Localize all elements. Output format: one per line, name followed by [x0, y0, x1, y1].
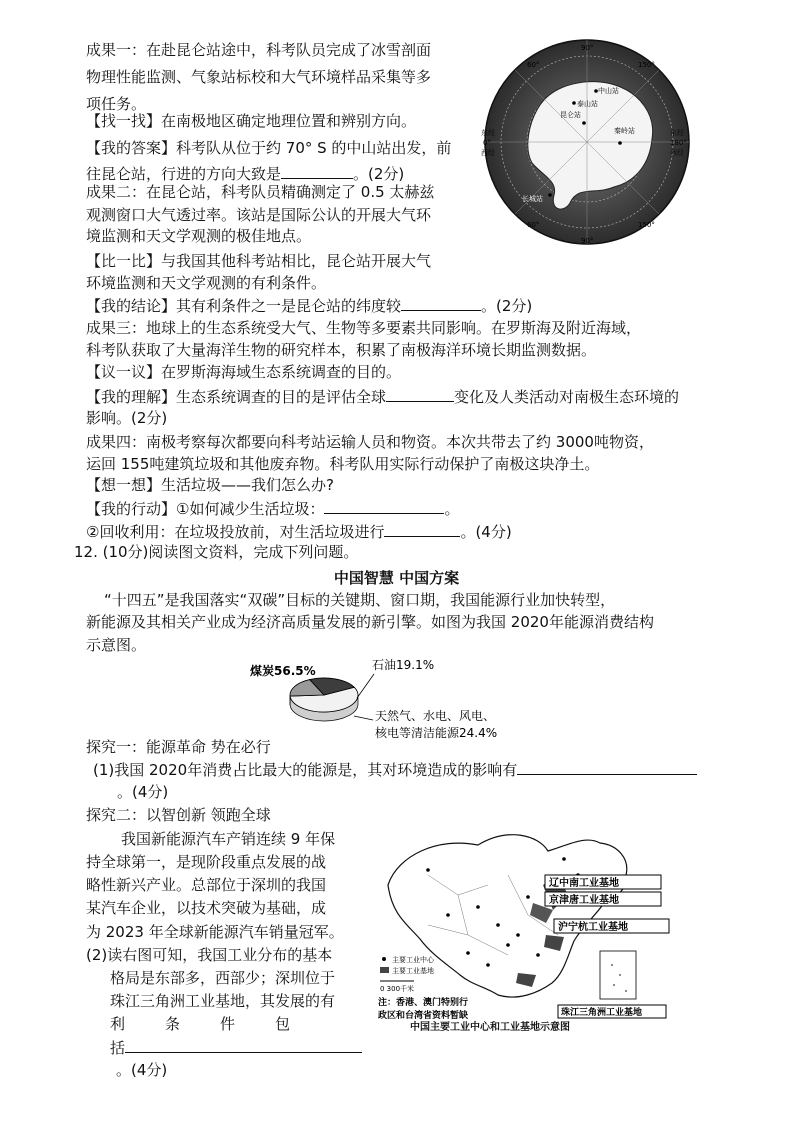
legend-center: 主要工业中心	[392, 956, 434, 964]
answer1-line1: 【我的答案】科考队从位于约 70° S 的中山站出发，前	[86, 139, 452, 157]
base-liaozhongnan: 辽中南工业基地	[549, 878, 619, 889]
pie-label-clean-line2: 核电等清洁能源24.4%	[375, 726, 498, 740]
result4-line1: 成果四：南极考察每次都要向科考站运输人员和物资。本次共带去了约 3000吨物资，	[86, 433, 654, 451]
station-kunlun: 昆仑站	[560, 111, 581, 119]
map2-note-line2: 政区和台湾省资料暂缺	[378, 1011, 469, 1021]
conclusion-blank[interactable]	[401, 294, 481, 311]
para2-line4: 某汽车企业，以技术突破为基础，成	[86, 899, 327, 917]
result1-line3: 项任务。	[86, 95, 147, 113]
map1-deg-bottom-right: 150°	[638, 221, 655, 229]
station-qinling: 秦岭站	[614, 127, 635, 135]
action-blank2[interactable]	[384, 520, 460, 537]
station-taishan: 泰山站	[577, 100, 598, 108]
para2-line5: 为 2023 年全球新能源汽车销量冠军。	[86, 923, 344, 941]
pie-label-coal: 煤炭56.5%	[250, 664, 316, 678]
result3-line1: 成果三：地球上的生态系统受大气、生物等多要素共同影响。在罗斯海及附近海域，	[86, 319, 642, 337]
map1-deg-bottom-left: 60°	[527, 221, 540, 229]
base-pearl-river-delta: 珠江三角洲工业基地	[561, 1008, 643, 1018]
sub2-line6: 。(4分)	[116, 1061, 168, 1079]
map1-label-west2: 西经	[670, 149, 684, 157]
antarctica-map	[480, 35, 695, 250]
sub2-line1: (2)读右图可知，我国工业分布的基本	[86, 946, 333, 964]
q12-header: 12. (10分)阅读图文资料，完成下列问题。	[74, 543, 359, 561]
station-zhongshan: 中山站	[598, 87, 619, 95]
map1-label-180: 180°	[670, 139, 687, 147]
map1-deg-top-left: 60°	[527, 61, 540, 69]
result4-line2: 运回 155吨建筑垃圾和其他废弃物。科考队用实际行动保护了南极这块净土。	[86, 455, 600, 473]
understanding-blank[interactable]	[386, 385, 454, 402]
base-jingjintang: 京津唐工业基地	[549, 895, 619, 906]
map2-caption: 中国主要工业中心和工业基地示意图	[410, 1022, 570, 1033]
map1-label-east: 东经	[481, 129, 495, 137]
think-question: 【想一想】生活垃圾——我们怎么办?	[86, 476, 334, 494]
q12-intro-line2: 新能源及其相关产业成为经济高质量发展的新引擎。如图为我国 2020年能源消费结构	[86, 613, 654, 631]
find-question: 【找一找】在南极地区确定地理位置和辨别方向。	[86, 112, 417, 130]
base-huningang: 沪宁杭工业基地	[558, 922, 628, 933]
result2-line3: 境监测和天文学观测的极佳地点。	[86, 227, 312, 245]
map1-deg-bottom: 90°	[581, 237, 594, 245]
sub2-line4: 利条件包	[110, 1015, 331, 1033]
q12-intro-line1: “十四五”是我国落实“双碳”目标的关键期、窗口期，我国能源行业加快转型，	[104, 591, 616, 609]
sub2-line5: 括	[110, 1036, 362, 1059]
compare-question-line2: 环境监测和天文学观测的有利条件。	[86, 274, 327, 292]
station-changcheng: 长城站	[522, 195, 543, 203]
sub2-blank[interactable]	[125, 1036, 362, 1053]
china-industry-map	[368, 815, 675, 1035]
inquiry2: 探究二：以智创新 领跑全球	[86, 806, 271, 824]
map1-label-west: 西经	[481, 149, 495, 157]
action-line2: ②回收利用：在垃圾投放前，对生活垃圾进行 。(4分)	[86, 520, 512, 543]
inquiry1: 探究一：能源革命 势在必行	[86, 738, 271, 756]
understanding-line1: 【我的理解】生态系统调查的目的是评估全球 变化及人类活动对南极生态环境的	[86, 385, 679, 408]
para2-line3: 略性新兴产业。总部位于深圳的我国	[86, 876, 327, 894]
conclusion-line: 【我的结论】其有利条件之一是昆仑站的纬度较 。(2分)	[86, 294, 532, 317]
result2-line1: 成果二：在昆仑站，科考队员精确测定了 0.5 太赫兹	[86, 183, 435, 201]
para2-line1: 我国新能源汽车产销连续 9 年保	[121, 830, 336, 848]
energy-pie-chart	[240, 650, 560, 740]
legend-base: 主要工业基地	[392, 967, 434, 975]
answer1-blank[interactable]	[281, 162, 353, 179]
result1-line1: 成果一：在赴昆仑站途中，科考队员完成了冰雪剖面	[86, 41, 432, 59]
understanding-line2: 影响。(2分)	[86, 409, 168, 427]
map2-scale: 0 300千米	[380, 985, 415, 993]
sub2-line2: 格局是东部多，西部少；深圳位于	[110, 969, 336, 987]
sub1-line1: (1)我国 2020年消费占比最大的能源是，其对环境造成的影响有	[93, 758, 697, 781]
result3-line2: 科考队获取了大量海洋生物的研究样本，积累了南极海洋环境长期监测数据。	[86, 341, 597, 359]
map1-label-zero: 0°	[483, 139, 491, 147]
answer1-line2: 往昆仑站，行进的方向大致是 。(2分)	[86, 162, 404, 185]
result2-line2: 观测窗口大气透过率。该站是国际公认的开展大气环	[86, 206, 432, 224]
q12-intro-line3: 示意图。	[86, 636, 147, 654]
sub2-line3: 珠江三角洲工业基地，其发展的有	[110, 992, 336, 1010]
action-blank1[interactable]	[324, 497, 444, 514]
pie-label-clean-line1: 天然气、水电、风电、	[375, 709, 496, 723]
discuss-question: 【议一议】在罗斯海海域生态系统调查的目的。	[86, 363, 402, 381]
action-line1: 【我的行动】①如何减少生活垃圾： 。	[86, 497, 459, 520]
para2-line2: 持全球第一，是现阶段重点发展的战	[86, 853, 327, 871]
sub1-line2: 。(4分)	[117, 783, 169, 801]
compare-question-line1: 【比一比】与我国其他科考站相比，昆仑站开展大气	[86, 252, 432, 270]
map1-deg-top-right: 150°	[638, 61, 655, 69]
result1-line2: 物理性能监测、气象站标校和大气环境样品采集等多	[86, 68, 432, 86]
map2-note-line1: 注：香港、澳门特别行	[378, 998, 469, 1008]
pie-label-oil: 石油19.1%	[372, 658, 435, 672]
map1-label-east2: 东经	[670, 129, 684, 137]
sub1-blank[interactable]	[517, 758, 697, 775]
q12-title: 中国智慧 中国方案	[333, 569, 460, 587]
map1-deg-top: 90°	[581, 44, 594, 52]
